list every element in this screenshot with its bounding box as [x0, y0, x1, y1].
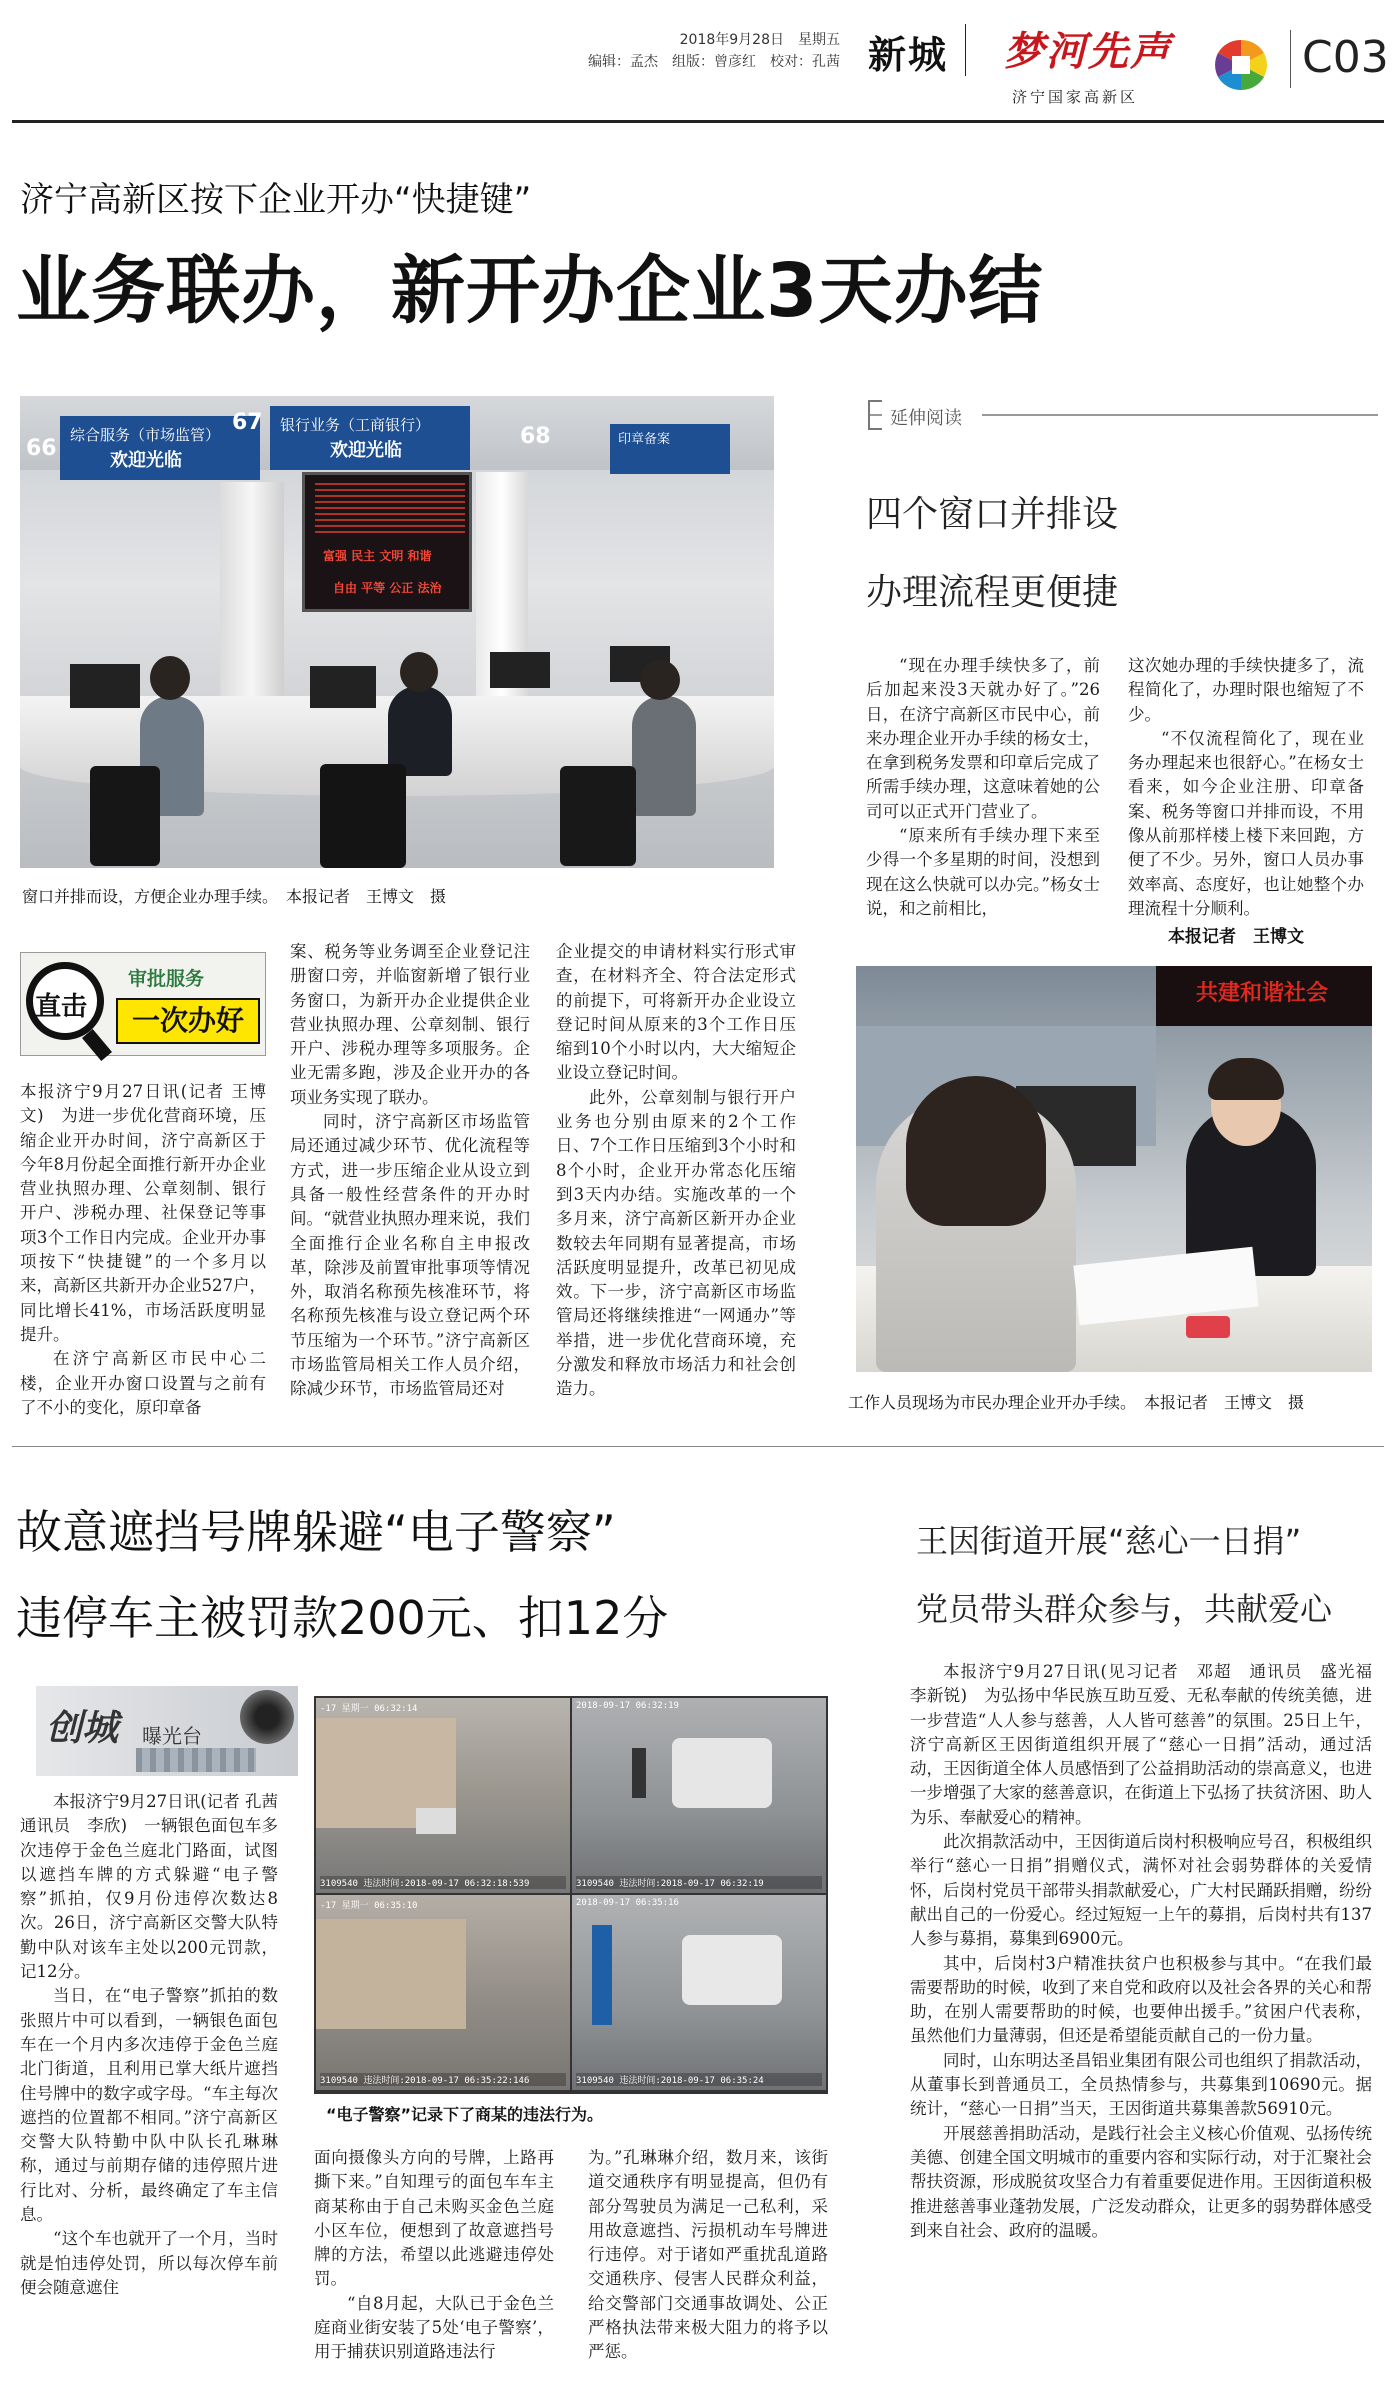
staff-service-photo [856, 966, 1372, 1372]
paragraph: 同时，济宁高新区市场监管局还通过减少环节、优化流程等方式，进一步压缩企业从设立到具备一般性经营条件的开办时间。“就营业执照办理来说，我们全面推行企业名称自主申报改革，除涉及前置审批事项等情况外，取消名称预先核准环节，将名称预先核准与设立登记两个环节压缩为一个环节。”济宁高新区市场监管局相关工作人员介绍，除减少环节，市场监管局还对 [290, 1112, 530, 1399]
paragraph: 这次她办理的手续快捷多了，流程简化了，办理时限也缩短了不少。 [1128, 656, 1364, 724]
city-exposure-badge: 创城 曝光台 [36, 1686, 298, 1776]
approval-service-badge [20, 952, 266, 1056]
paragraph: 企业提交的申请材料实行形式审查，在材料齐全、符合法定形式的前提下，可将新开办企业设立登记时间从原来的3个工作日压缩到10个小时以内，大大缩短企业设立登记时间。 [556, 942, 796, 1083]
paragraph: 本报济宁9月27日讯(记者 孔茜 通讯员 李欣) 一辆银色面包车多次违停于金色兰庭北门路面，试图以遮挡车牌的方式躲避“电子警察”抓拍，仅9月份违停次数达8次。26日，济宁高新区交警大队特勤中队对该车主处以200元罚款，记12分。 [20, 1792, 295, 1982]
article1-kicker: 济宁高新区按下企业开办“快捷键” [20, 180, 532, 220]
paragraph: 此次捐款活动中，王因街道后岗村积极响应号召，积极组织举行“慈心一日捐”捐赠仪式，满怀对社会弱势群体的关爱情怀，后岗村党员干部带头捐款献爱心，广大村民踊跃捐赠，纷纷献出自己的一份爱心。经过短短一上午的募捐，后岗村共有137人参与募捐，募集到6900元。 [910, 1832, 1372, 1949]
window-67: 67 [232, 410, 263, 435]
led-line2: 自由 平等 公正 法治 [333, 581, 442, 595]
badge-top: 审批服务 [128, 968, 205, 990]
sign-left2: 欢迎光临 [110, 450, 182, 471]
sidebar1-colB [1128, 654, 1364, 921]
sign-right: 印章备案 [610, 424, 730, 474]
page-number: C03 [1302, 32, 1389, 83]
photo1-caption: 窗口并排而设，方便企业办理手续。 本报记者 王博文 摄 [22, 887, 447, 906]
sidebar1-headline1: 四个窗口并排设 [866, 494, 1119, 535]
camera-lens-icon [240, 1690, 294, 1744]
article3-body [910, 1660, 1389, 2243]
header-date: 2018年9月28日 星期五 [679, 32, 840, 48]
paragraph: 案、税务等业务调至企业登记注册窗口旁，并临窗新增了银行业务窗口，为新开办企业提供企业营业执照办理、公章刻制、银行开户、涉税办理等多项服务。企业无需多跑，涉及企业开办的各项业务实现了联办。 [290, 942, 530, 1107]
paragraph: 本报济宁9月27日讯(见习记者 邓超 通讯员 盛光福 李新锐) 为弘扬中华民族互助互爱、无私奉献的传统美德，进一步营造“人人参与慈善，人人皆可慈善”的氛围。25日上午，济宁高新区王因街道组织开展了“慈心一日捐”活动，通过活动，王因街道全体人员感悟到了公益捐助活动的崇高意义，也进一步增强了大家的慈善意识，在街道上下弘扬了扶贫济困、助人为乐、奉献爱心的精神。 [910, 1662, 1389, 1827]
sign-mid2: 欢迎光临 [330, 440, 402, 461]
brand-logo: 梦河先声 [1004, 28, 1172, 75]
paragraph: 其中，后岗村3户精准扶贫户也积极参与其中。“在我们最需要帮助的时候，收到了来自党和政府以及社会各界的关心和帮助，在别人需要帮助的时候，也要伸出援手。”贫困户代表称，虽然他们力量薄弱，但还是希望能贡献自己的一份力量。 [910, 1953, 1372, 2046]
sign-left: 综合服务（市场监管） [70, 426, 221, 444]
article2-headline2: 违停车主被罚款200元、扣12分 [16, 1591, 669, 1645]
sign-mid: 银行业务（工商银行） [280, 416, 431, 434]
paragraph: “原来所有手续办理下来至少得一个多星期的时间，没想到现在这么快就可以办完。”杨女士说，和之前相比， [866, 826, 1100, 918]
paragraph: “现在办理手续快多了，前后加起来没3天就办好了。”26日，在济宁高新区市民中心，前来办理企业开办手续的杨女士，在拿到税务发票和印章后完成了所需手续办理，这意味着她的公司可以正式开门营业了。 [866, 656, 1100, 821]
section-title: 新城 [868, 33, 949, 77]
extended-reading-tag: 延伸阅读 [868, 400, 1378, 430]
brand-subtitle: 济宁国家高新区 [1012, 88, 1139, 106]
service-hall-photo [20, 396, 774, 868]
paragraph: 当日，在“电子警察”抓拍的数张照片中可以看到，一辆银色面包车在一个月内多次违停于金色兰庭北门街道，且利用已掌大纸片遮挡住号牌中的数字或字母。“车主每次遮挡的位置都不相同。”济宁高新区交警大队特勤中队中队长孔琳琳称，通过与前期存储的违停照片进行比对、分析，最终确定了车主信息。 [20, 1986, 278, 2225]
header-editors: 编辑：孟杰 组版：曾彦红 校对：孔茜 [588, 54, 840, 70]
window-66: 66 [26, 436, 57, 461]
sidebar1-byline: 本报记者 王博文 [1168, 927, 1304, 947]
badge-main: 一次办好 [116, 998, 260, 1044]
article3-headline1: 王因街道开展“慈心一日捐” [916, 1522, 1302, 1560]
paragraph: 同时，山东明达圣昌铝业集团有限公司也组织了捐款活动，从董事长到普通员工，全员热情参与，共募集到10690元。据统计，“慈心一日捐”当天，王因街道共募集善款56910元。 [910, 2050, 1372, 2119]
article1-col2 [290, 940, 530, 1402]
paragraph: 本报济宁9月27日讯(记者 王博文) 为进一步优化营商环境，压缩企业开办时间，济宁高新区于今年8月份起全面推行新开办企业营业执照办理、公章刻制、银行开户、涉税办理、社保登记等事项3个工作日内完成。企业开办事项按下“快捷键”的一个多月以来，高新区共新开办企业527户，同比增长41%，市场活跃度明显提升。 [20, 1082, 266, 1344]
photo2-sign: 共建和谐社会 [1196, 981, 1329, 1006]
badge-direct: 直击 [35, 992, 88, 1022]
article2-headline1: 故意遮挡号牌躲避“电子警察” [16, 1505, 616, 1559]
paragraph: 在济宁高新区市民中心二楼，企业开办窗口设置与之前有了不小的变化，原印章备 [20, 1349, 266, 1417]
paragraph: 开展慈善捐助活动，是践行社会主义核心价值观、弘扬传统美德、创建全国文明城市的重要内容和实际行动，对于汇聚社会帮扶资源，形成脱贫攻坚合力有着重要促进作用。王因街道积极推进慈善事业蓬勃发展，广泛发动群众，让更多的弱势群体感受到来自社会、政府的温暖。 [910, 2123, 1372, 2240]
article1-col1 [20, 1080, 266, 1420]
article1-headline: 业务联办，新开办企业3天办结 [16, 248, 1044, 334]
paragraph: “自8月起，大队已于金色兰庭商业街安装了5处‘电子警察’，用于捕获识别道路违法行 [314, 2293, 554, 2362]
photo3-caption: “电子警察”记录下了商某的违法行为。 [326, 2105, 604, 2124]
led-line1: 富强 民主 文明 和谐 [323, 549, 432, 563]
window-68: 68 [520, 424, 551, 449]
paragraph: “不仅流程简化了，现在业务办理起来也很舒心。”在杨女士看来，如今企业注册、印章备案、税务等窗口并排而设，不用像从前那样楼上楼下来回跑，方便了不少。另外，窗口人员办事效率高、态度好，也让她整个办理流程十分顺利。 [1128, 728, 1364, 918]
photo2-caption: 工作人员现场为市民办理企业开办手续。 本报记者 王博文 摄 [848, 1393, 1305, 1412]
paragraph: 为。”孔琳琳介绍，数月来，该街道交通秩序有明显提高，但仍有部分驾驶员为满足一己私利，采用故意遮挡、污损机动车号牌进行违停。对于诸如严重扰乱道路交通秩序、侵害人民群众利益，给交警部门交通事故调处、公正严格执法带来极大阻力的将予以严惩。 [588, 2148, 828, 2362]
article2-col3 [588, 2146, 828, 2365]
lens-logo-icon [1212, 36, 1270, 94]
article3-headline2: 党员带头群众参与，共献爱心 [916, 1590, 1333, 1628]
sidebar1-headline2: 办理流程更便捷 [866, 572, 1119, 613]
paragraph: “这个车也就开了一个月，当时就是怕违停处罚，所以每次停车前便会随意遮住 [20, 2229, 278, 2297]
paragraph: 面向摄像头方向的号牌，上路再撕下来。”自知理亏的面包车车主商某称由于自己未购买金色兰庭小区车位，便想到了故意遮挡号牌的方法，希望以此逃避违停处罚。 [314, 2148, 554, 2289]
article2-col1 [20, 1790, 295, 2300]
sidebar1-colA [866, 654, 1100, 921]
electronic-police-photo: -17 星期一 06:32:14 3109540 违法时间:2018-09-17 06:32:18:539 2018-09-17 06:32:19 3109540 违法时间:2018-09-17 06:32:19 -17 星期一 06:35:10 3109540 违法时间:2018-09-17 06:35:22:146 2018-09-17 06:35:16 3109540 违法时间:2018-09-17 06:35:24 [314, 1696, 828, 2094]
article2-col2 [314, 2146, 554, 2365]
paragraph: 此外，公章刻制与银行开户业务也分别由原来的2个工作日、7个工作日压缩到3个小时和8个小时，企业开办常态化压缩到3天内办结。实施改革的一个多月来，济宁高新区新开办企业数较去年同期有显著提高，市场活跃度明显提升，改革已初见成效。下一步，济宁高新区市场监管局还将继续推进“一网通办”等举措，进一步优化营商环境，充分激发和释放市场活力和社会创造力。 [556, 1087, 796, 1399]
article1-col3 [556, 940, 796, 1402]
